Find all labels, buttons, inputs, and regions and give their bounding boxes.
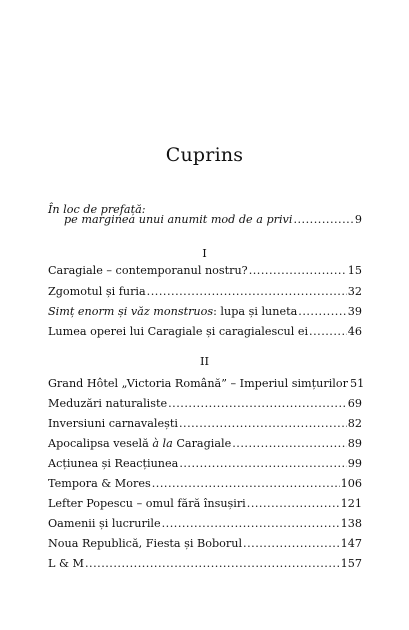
page-number: 51 — [349, 377, 365, 390]
dot-leader — [162, 517, 340, 530]
toc-entry: Acțiunea și Reacțiunea ..... 99 — [48, 457, 362, 472]
section-numeral: I — [202, 246, 207, 260]
dot-leader — [179, 457, 346, 470]
toc-entry: Apocalipsa veselă à la Caragiale ..... 89 — [48, 437, 362, 452]
toc-entry: Inversiuni carnavalești ..... 82 — [48, 417, 362, 432]
page-number: 9 — [354, 213, 362, 226]
page-number: 106 — [340, 477, 362, 490]
toc-entry: Meduzări naturaliste ..... 69 — [48, 397, 362, 412]
page-number: 32 — [347, 285, 362, 298]
toc-entry: L & M ..... 157 — [48, 557, 362, 572]
page-number: 82 — [347, 417, 362, 430]
dot-leader — [85, 557, 340, 570]
page-number: 99 — [347, 457, 362, 470]
dot-leader — [147, 285, 347, 298]
page-number: 147 — [340, 537, 362, 550]
page-number: 15 — [347, 264, 362, 277]
page-number: 89 — [347, 437, 362, 450]
dot-leader — [247, 497, 340, 510]
section-numeral: II — [199, 354, 210, 368]
dot-leader — [179, 417, 347, 430]
dot-leader — [232, 437, 347, 450]
toc-entry: Lumea operei lui Caragiale și caragialescul ei ..... 46 — [48, 325, 362, 340]
page-number: 157 — [340, 557, 362, 570]
toc-entry: Caragiale – contemporanul nostru? ..... 15 — [48, 264, 362, 279]
preface-heading: În loc de prefață: — [48, 203, 146, 216]
toc-entry: Zgomotul și furia ..... 32 — [48, 285, 362, 300]
toc-entry: Tempora & Mores ..... 106 — [48, 477, 362, 492]
dot-leader — [309, 325, 347, 338]
toc-entry: Noua Republică, Fiesta și Boborul ..... 147 — [48, 537, 362, 552]
toc-entry-preface: pe marginea unui anumit mod de a privi ..... 9 — [64, 213, 362, 228]
page-number: 69 — [347, 397, 362, 410]
dot-leader — [152, 477, 340, 490]
toc-entry: Lefter Popescu – omul fără însușiri ..... 121 — [48, 497, 362, 512]
toc-entry: Grand Hôtel „Victoria Română” – Imperiul simțurilor 51 — [48, 377, 365, 390]
toc-entry: Simț enorm și văz monstruos: lupa și luneta ..... 39 — [48, 305, 362, 320]
dot-leader — [249, 264, 347, 277]
page-number: 121 — [340, 497, 362, 510]
toc-entry: Oamenii și lucrurile ..... 138 — [48, 517, 362, 532]
page-number: 39 — [347, 305, 362, 318]
dot-leader — [168, 397, 347, 410]
page-number: 138 — [340, 517, 362, 530]
page-number: 46 — [347, 325, 362, 338]
dot-leader — [293, 213, 353, 226]
dot-leader — [298, 305, 346, 318]
dot-leader — [243, 537, 340, 550]
page-title: Cuprins — [165, 144, 244, 166]
